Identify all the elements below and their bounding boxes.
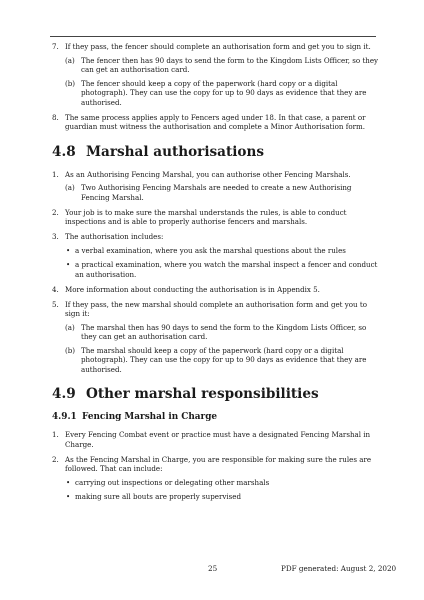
list-text: As an Authorising Fencing Marshal, you can authorise other Fencing Marshals.: [65, 169, 351, 179]
sub-text: Two Authorising Fencing Marshals are needed to create a new Authorising Fencing Marshal.: [81, 183, 352, 202]
list-item-7: [52, 42, 382, 107]
list-text: As the Fencing Marshal in Charge, you are responsible for making sure the rules are followed. That can include:: [65, 454, 372, 473]
sub-label: (a): [65, 322, 75, 332]
bullet-text: a practical examination, where you watch the marshal inspect a fencer and conduct an authorisation.: [75, 260, 378, 279]
sub-item-b: [65, 346, 382, 375]
list-number: 4.: [52, 284, 59, 294]
section-title: Marshal authorisations: [86, 143, 265, 160]
bullet-text: carrying out inspections or delegating other marshals: [75, 478, 270, 487]
section-heading-4-9: [52, 386, 382, 402]
list-text: The authorisation includes:: [65, 232, 164, 241]
subsection-heading-4-9-1: [52, 412, 382, 423]
list-item-2: [52, 455, 382, 502]
sub-item-a: [65, 183, 382, 202]
subsection-number: 4.9.1: [52, 412, 77, 422]
list-text: If they pass, the new marshal should complete an authorisation form and get you to sign it:: [65, 299, 368, 318]
sub-label: (a): [65, 183, 75, 192]
list-text: More information about conducting the authorisation is in Appendix 5.: [65, 284, 320, 294]
sub-text: The marshal then has 90 days to send the form to the Kingdom Lists Officer, so they can get an authorisation card.: [81, 322, 367, 341]
list-item-1: [52, 170, 382, 203]
list-item-4: [52, 285, 382, 295]
subsection-title: Fencing Marshal in Charge: [82, 412, 218, 422]
section-heading-4-8: [52, 144, 382, 160]
top-rule: [50, 36, 376, 37]
list-item-1: [52, 430, 382, 449]
section-number: 4.8: [52, 143, 76, 160]
sub-text: The fencer then has 90 days to send the form to the Kingdom Lists Officer, so they can get an authorisation card.: [81, 55, 379, 74]
list-text: If they pass, the fencer should complete an authorisation form and get you to sign it.: [65, 42, 371, 51]
list-number: 7.: [52, 42, 59, 51]
bullet-item: [65, 260, 382, 279]
list-number: 5.: [52, 299, 59, 309]
pdf-generated-date: PDF generated: August 2, 2020: [281, 564, 397, 573]
sub-item-b: [65, 79, 382, 108]
bullet-item: [65, 492, 382, 502]
list-item-5: [52, 300, 382, 375]
list-text: Your job is to make sure the marshal understands the rules, is able to conduct inspections and is able to properly authorise fencers and marshals.: [65, 207, 347, 226]
sub-text: The fencer should keep a copy of the paperwork (hard copy or a digital photograph). They can use the copy for up to 90 days as evidence that they are authorised.: [81, 78, 367, 107]
section-title: Other marshal responsibilities: [86, 386, 319, 402]
bullet-icon: •: [66, 478, 71, 487]
list-item-3: [52, 232, 382, 279]
list-number: 2.: [52, 454, 59, 464]
list-item-8: [52, 113, 382, 132]
list-item-2: [52, 208, 382, 227]
list-text: The same process applies apply to Fencers aged under 18. In that case, a parent or guardian must witness the authorisation and complete a Minor Authorisation form.: [65, 112, 366, 131]
sub-label: (b): [65, 345, 76, 355]
page-number: 25: [208, 564, 218, 573]
bullet-item: [65, 246, 382, 256]
bullet-icon: •: [66, 492, 71, 501]
list-number: 1.: [52, 430, 59, 439]
bullet-item: [65, 478, 382, 488]
sub-label: (a): [65, 55, 75, 65]
section-number: 4.9: [52, 386, 76, 402]
list-number: 2.: [52, 207, 59, 217]
sub-item-a: [65, 56, 382, 75]
list-number: 8.: [52, 112, 59, 122]
list-number: 3.: [52, 232, 59, 241]
sub-label: (b): [65, 78, 76, 88]
bullet-text: a verbal examination, where you ask the marshal questions about the rules: [75, 246, 346, 255]
bullet-icon: •: [66, 260, 71, 269]
list-number: 1.: [52, 169, 59, 179]
bullet-icon: •: [66, 246, 71, 255]
sub-item-a: [65, 323, 382, 342]
bullet-text: making sure all bouts are properly supervised: [75, 492, 242, 501]
sub-text: The marshal should keep a copy of the paperwork (hard copy or a digital photograph). They can use the copy for up to 90 days as evidence that they are authorised.: [81, 345, 367, 374]
list-text: Every Fencing Combat event or practice must have a designated Fencing Marshal in Charge.: [65, 430, 371, 449]
page-content: [52, 42, 382, 507]
